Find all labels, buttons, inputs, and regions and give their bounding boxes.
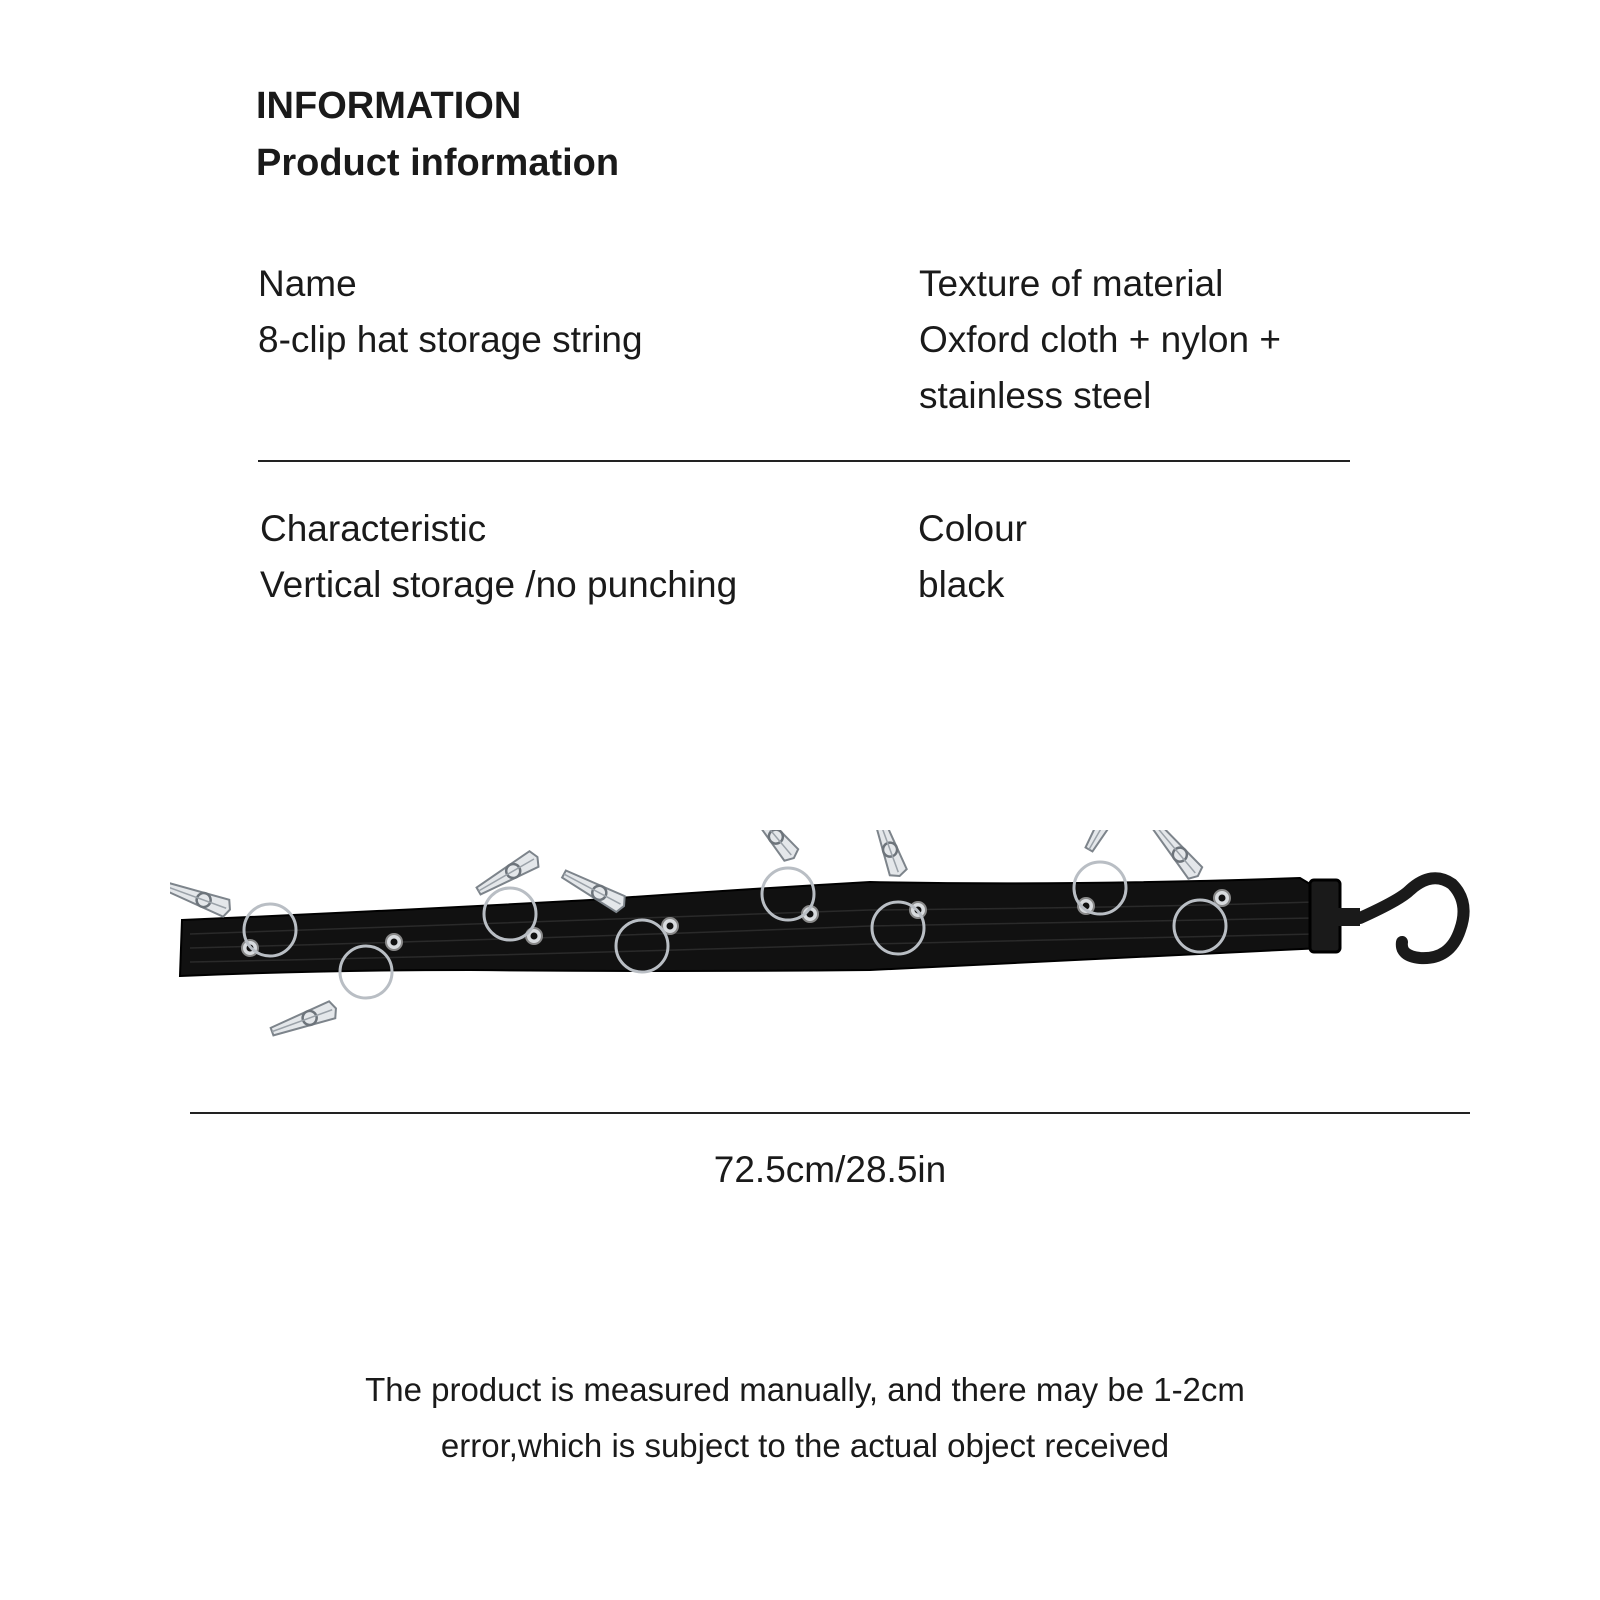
disclaimer-line-1: The product is measured manually, and there may be 1-2cm <box>365 1371 1245 1408</box>
clip-icon <box>170 878 233 918</box>
spec-colour <box>918 501 1338 613</box>
spec-texture-label: Texture of material <box>919 263 1224 304</box>
spec-texture <box>919 256 1339 424</box>
clip-icon <box>1147 830 1204 882</box>
strap-body <box>180 878 1322 976</box>
spec-characteristic-label: Characteristic <box>260 508 487 549</box>
spec-texture-value-line1: Oxford cloth + nylon + <box>919 319 1281 360</box>
clip-icon <box>743 830 800 864</box>
hook-icon <box>1360 878 1464 958</box>
spec-name-value: 8-clip hat storage string <box>258 319 643 360</box>
disclaimer-line-2: error,which is subject to the actual object received <box>440 1427 1170 1464</box>
clip-icon <box>868 830 908 879</box>
info-title: INFORMATION <box>256 85 522 127</box>
spec-name <box>258 256 858 368</box>
spec-characteristic-value: Vertical storage /no punching <box>260 564 738 605</box>
spec-divider <box>258 460 1350 462</box>
length-measurement: 72.5cm/28.5in <box>713 1149 947 1190</box>
spec-colour-value: black <box>918 564 1005 605</box>
length-measure-line <box>190 1112 1470 1114</box>
clip-icon <box>269 1000 339 1040</box>
spec-colour-label: Colour <box>918 508 1027 549</box>
spec-characteristic <box>260 501 860 613</box>
spec-texture-value-line2: stainless steel <box>919 375 1152 416</box>
product-info-subtitle: Product information <box>256 142 620 184</box>
clip-icon <box>474 849 542 899</box>
hat-storage-strap-image <box>170 830 1490 1060</box>
clip-icon <box>1081 830 1131 854</box>
measurement-disclaimer <box>0 1362 1600 1474</box>
hook-buckle <box>1310 880 1340 952</box>
spec-name-label: Name <box>258 263 357 304</box>
